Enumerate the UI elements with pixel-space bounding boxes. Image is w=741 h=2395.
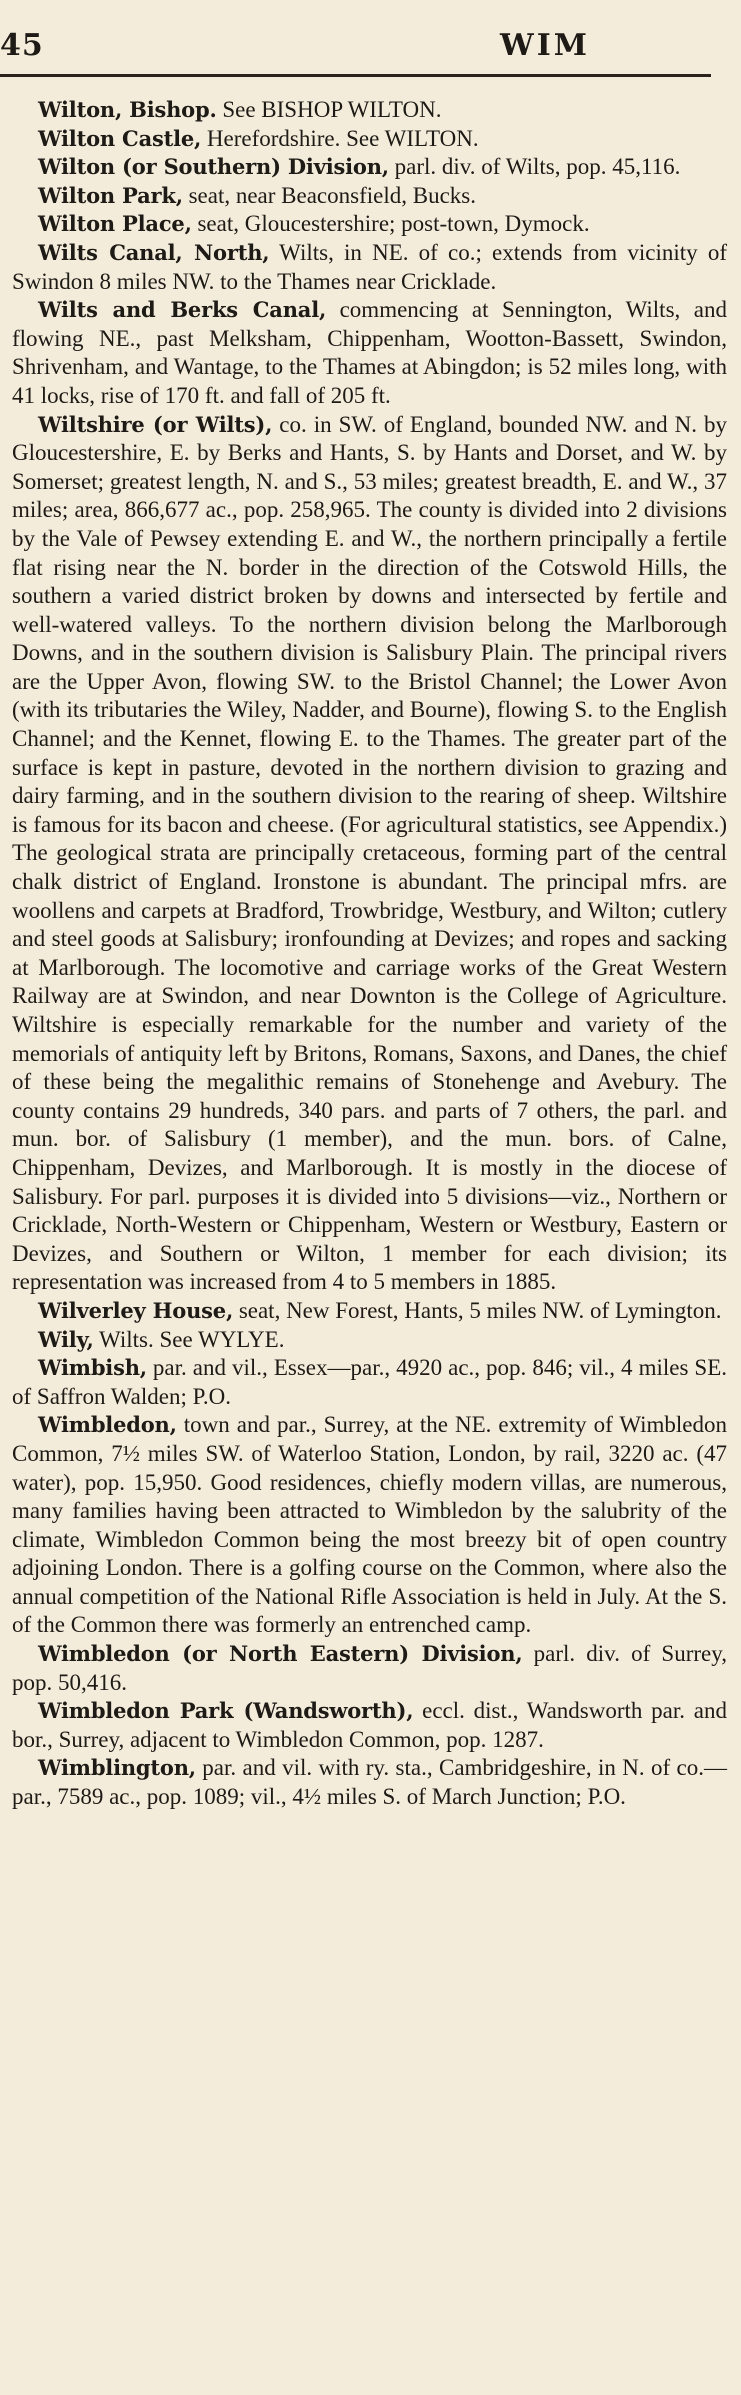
entry-headword: Wimbish,	[38, 1355, 147, 1381]
entry-wimbledon-division	[12, 1640, 727, 1697]
entry-headword: Wilton Place,	[38, 211, 192, 237]
entry-wilts-berks-canal	[12, 296, 727, 410]
entry-text: seat, Gloucestershire; post-town, Dymock.	[197, 211, 590, 237]
entry-headword: Wilton Park,	[38, 182, 183, 208]
page-number: 45	[0, 28, 44, 63]
entry-text: par. and vil., Essex—par., 4920 ac., pop. 846; vil., 4 miles SE. of Saffron Walden; P.O.	[12, 1355, 728, 1409]
entry-wilts-canal-north	[12, 239, 727, 296]
entry-text: Wilts. See WYLYE.	[99, 1326, 285, 1352]
entry-headword: Wily,	[38, 1326, 94, 1352]
entry-headword: Wilton Castle,	[38, 125, 202, 151]
entry-headword: Wimblington,	[38, 1755, 196, 1781]
entry-list	[12, 96, 727, 1812]
entry-wilton-division	[12, 153, 727, 182]
entry-headword: Wiltshire (or Wilts),	[38, 411, 273, 437]
entry-wimbish	[12, 1354, 727, 1411]
entry-wimblington	[12, 1754, 727, 1811]
entry-text: Wilts, in NE. of co.; extends from vicinity of Swindon 8 miles NW. to the Thames near Cricklade.	[12, 239, 727, 294]
entry-text: parl. div. of Surrey, pop. 50,416.	[12, 1641, 727, 1695]
entry-text: seat, New Forest, Hants, 5 miles NW. of Lymington.	[238, 1297, 722, 1323]
entry-text: eccl. dist., Wandsworth par. and bor., Surrey, adjacent to Wimbledon Common, pop. 1287.	[12, 1698, 727, 1752]
entry-wilton-park	[12, 182, 727, 211]
entry-headword: Wilts and Berks Canal,	[38, 297, 327, 323]
entry-text: par. and vil. with ry. sta., Cambridgeshire, in N. of co.—par., 7589 ac., pop. 1089; vil., 4½ miles S. of March Junction; P.O.	[12, 1755, 728, 1810]
page-header	[0, 0, 741, 72]
entry-headword: Wilton (or Southern) Division,	[38, 154, 389, 180]
entry-text: town and par., Surrey, at the NE. extremity of Wimbledon Common, 7½ miles SW. of Waterloo Station, London, by rail, 3220 ac. (47 water), pop. 15,950. Good residences, chiefly modern villas, are numerous, many families having been attracted to Wimbledon by the salubrity of the climate, Wimbledon Common being the most breezy bit of open country adjoining London. There is a golfing course on the Common, where also the annual competition of the National Rifle Association is held in July. At the S. of the Common there was formerly an entrenched camp.	[12, 1412, 727, 1638]
entry-wily	[12, 1326, 727, 1355]
entry-headword: Wimbledon Park (Wandsworth),	[38, 1698, 414, 1724]
entry-wilton-bishop	[12, 96, 727, 125]
entry-wilton-place	[12, 210, 727, 239]
entry-text: parl. div. of Wilts, pop. 45,116.	[394, 154, 681, 180]
entry-text: See BISHOP WILTON.	[222, 97, 442, 122]
entry-text: Herefordshire. See WILTON.	[206, 125, 479, 151]
entry-text: seat, near Beaconsfield, Bucks.	[188, 182, 476, 208]
entry-wimbledon-park	[12, 1697, 727, 1754]
entry-headword: Wimbledon (or North Eastern) Division,	[38, 1641, 523, 1667]
entry-wimbledon	[12, 1411, 727, 1640]
entry-text: commencing at Sennington, Wilts, and flowing NE., past Melksham, Chippenham, Wootton-Bassett, Swindon, Shrivenham, and Wantage, to the Thames at Abingdon; is 52 miles long, with 41 locks, rise of 170 ft. and fall of 205 ft.	[12, 297, 727, 408]
entry-wilverley-house	[12, 1297, 727, 1326]
entry-headword: Wilton, Bishop.	[38, 97, 217, 122]
entry-text: co. in SW. of England, bounded NW. and N. by Gloucestershire, E. by Berks and Hants, S. by Hants and Dorset, and W. by Somerset; greatest length, N. and S., 53 miles; greatest breadth, E. and W., 37 miles; area, 866,677 ac., pop. 258,965. The county is divided into 2 divisions by the Vale of Pewsey extending E. and W., the northern principally a fertile flat rising near the N. border in the direction of the Cotswold Hills, the southern a varied district broken by downs and intersected by fertile and well-watered valleys. To the northern division belong the Marlborough Downs, and in the southern division is Salisbury Plain. The principal rivers are the Upper Avon, flowing SW. to the Bristol Channel; the Lower Avon (with its tributaries the Wiley, Nadder, and Bourne), flowing S. to the English Channel; and the Kennet, flowing E. to the Thames. The greater part of the surface is kept in pasture, devoted in the northern division to grazing and dairy farming, and in the southern division to the rearing of sheep. Wiltshire is famous for its bacon and cheese. (For agricultural statistics, see Appendix.) The geological strata are principally cretaceous, forming part of the central chalk district of England. Ironstone is abundant. The principal mfrs. are woollens and carpets at Bradford, Trowbridge, Westbury, and Wilton; cutlery and steel goods at Salisbury; ironfounding at Devizes; and ropes and sacking at Marlborough. The locomotive and carriage works of the Great Western Railway are at Swindon, and near Downton is the College of Agriculture. Wiltshire is especially remarkable for the number and variety of the memorials of antiquity left by Britons, Romans, Saxons, and Danes, the chief of these being the megalithic remains of Stonehenge and Avebury. The county contains 29 hundreds, 340 pars. and parts of 7 others, the parl. and mun. bor. of Salisbury (1 member), and the mun. bors. of Calne, Chippenham, Devizes, and Marlborough. It is mostly in the diocese of Salisbury. For parl. purposes it is divided into 5 divisions—viz., Northern or Cricklade, North-Western or Chippenham, Western or Westbury, Eastern or Devizes, and Southern or Wilton, 1 member for each division; its representation was increased from 4 to 5 members in 1885.	[12, 411, 728, 1295]
entry-headword: Wilts Canal, North,	[38, 239, 270, 265]
entry-wiltshire	[12, 411, 727, 1297]
entry-headword: Wilverley House,	[38, 1297, 234, 1323]
entry-wilton-castle	[12, 125, 727, 154]
entry-headword: Wimbledon,	[38, 1412, 177, 1438]
header-rule	[0, 74, 711, 77]
running-head: WIM	[500, 28, 590, 63]
